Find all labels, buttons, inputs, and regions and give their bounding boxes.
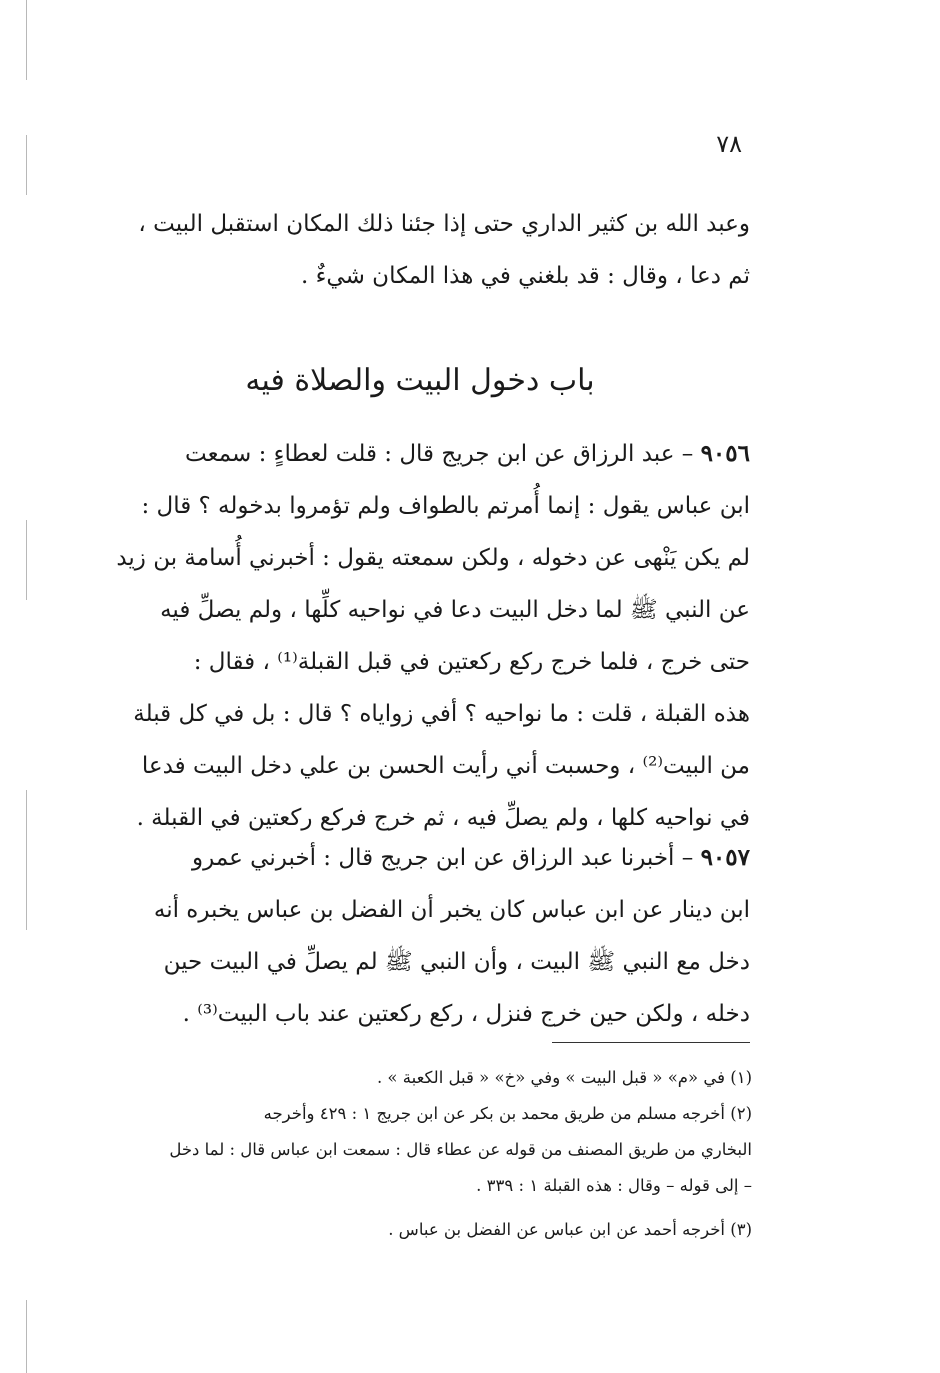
hadith-number: ٩٠٥٦ (700, 440, 750, 467)
chapter-title: باب دخول البيت والصلاة فيه (245, 363, 595, 398)
intro-paragraph (90, 198, 750, 302)
footnote-1: (١) في «م» « قبل البيت » وفي «خ» « قبل الكعبة » . (376, 1068, 752, 1087)
scan-edge-mark (26, 0, 27, 80)
scan-edge-mark (26, 790, 27, 930)
hadith-text: – عبد الرزاق عن ابن جريج قال : قلت لعطاءٍ : سمعت (185, 441, 694, 467)
text-line (90, 832, 750, 884)
text-line: دخل مع النبي ﷺ البيت ، وأن النبي ﷺ لم يصلِّ في البيت حين (163, 949, 750, 975)
text-line: ثم دعا ، وقال : قد بلغني في هذا المكان شيءٌ . (300, 263, 750, 289)
hadith-9056 (90, 428, 750, 844)
scan-edge-mark (26, 520, 27, 600)
text-line: دخله ، ولكن حين خرج فنزل ، ركع ركعتين عند باب البيت⁽³⁾ . (182, 1001, 750, 1027)
text-line: هذه القبلة ، قلت : ما نواحيه ؟ أفي زواياه ؟ قال : بل في كل قبلة (133, 701, 750, 727)
footnote-2-continued: البخاري من طريق المصنف من قوله عن عطاء قال : سمعت ابن عباس قال : لما دخل (169, 1140, 752, 1159)
text-line: عن النبي ﷺ لما دخل البيت دعا في نواحيه كلِّها ، ولم يصلِّ فيه (160, 597, 750, 623)
text-line: لم يكن يَنْهى عن دخوله ، ولكن سمعته يقول : أخبرني أُسامة بن زيد (116, 545, 750, 571)
text-line (90, 428, 750, 480)
text-line: من البيت⁽²⁾ ، وحسبت أني رأيت الحسن بن علي دخل البيت فدعا (141, 753, 750, 779)
text-line: في نواحيه كلها ، ولم يصلِّ فيه ، ثم خرج فركع ركعتين في القبلة . (136, 805, 750, 831)
text-line: ابن عباس يقول : إنما أُمرتم بالطواف ولم تؤمروا بدخوله ؟ قال : (141, 493, 750, 519)
hadith-text: – أخبرنا عبد الرزاق عن ابن جريج قال : أخبرني عمرو (192, 845, 694, 871)
footnote-divider (552, 1042, 750, 1043)
footnotes (90, 1060, 752, 1248)
footnote-2-continued: – إلى قوله – وقال : هذه القبلة ١ : ٣٣٩ . (476, 1176, 752, 1195)
text-line: وعبد الله بن كثير الداري حتى إذا جئنا ذلك المكان استقبل البيت ، (138, 211, 750, 237)
scan-edge-mark (26, 1300, 27, 1373)
text-line: حتى خرج ، فلما خرج ركع ركعتين في قبل القبلة⁽¹⁾ ، فقال : (193, 649, 750, 675)
text-line: ابن دينار عن ابن عباس كان يخبر أن الفضل بن عباس يخبره أنه (153, 897, 750, 923)
footnote-2: (٢) أخرجه مسلم من طريق محمد بن بكر عن ابن جريج ١ : ٤٢٩ وأخرجه (263, 1104, 752, 1123)
hadith-9057 (90, 832, 750, 1040)
footnote-3: (٣) أخرجه أحمد عن ابن عباس عن الفضل بن عباس . (388, 1220, 752, 1239)
hadith-number: ٩٠٥٧ (700, 844, 750, 871)
scan-edge-mark (26, 135, 27, 195)
page-number: ٧٨ (716, 130, 742, 158)
